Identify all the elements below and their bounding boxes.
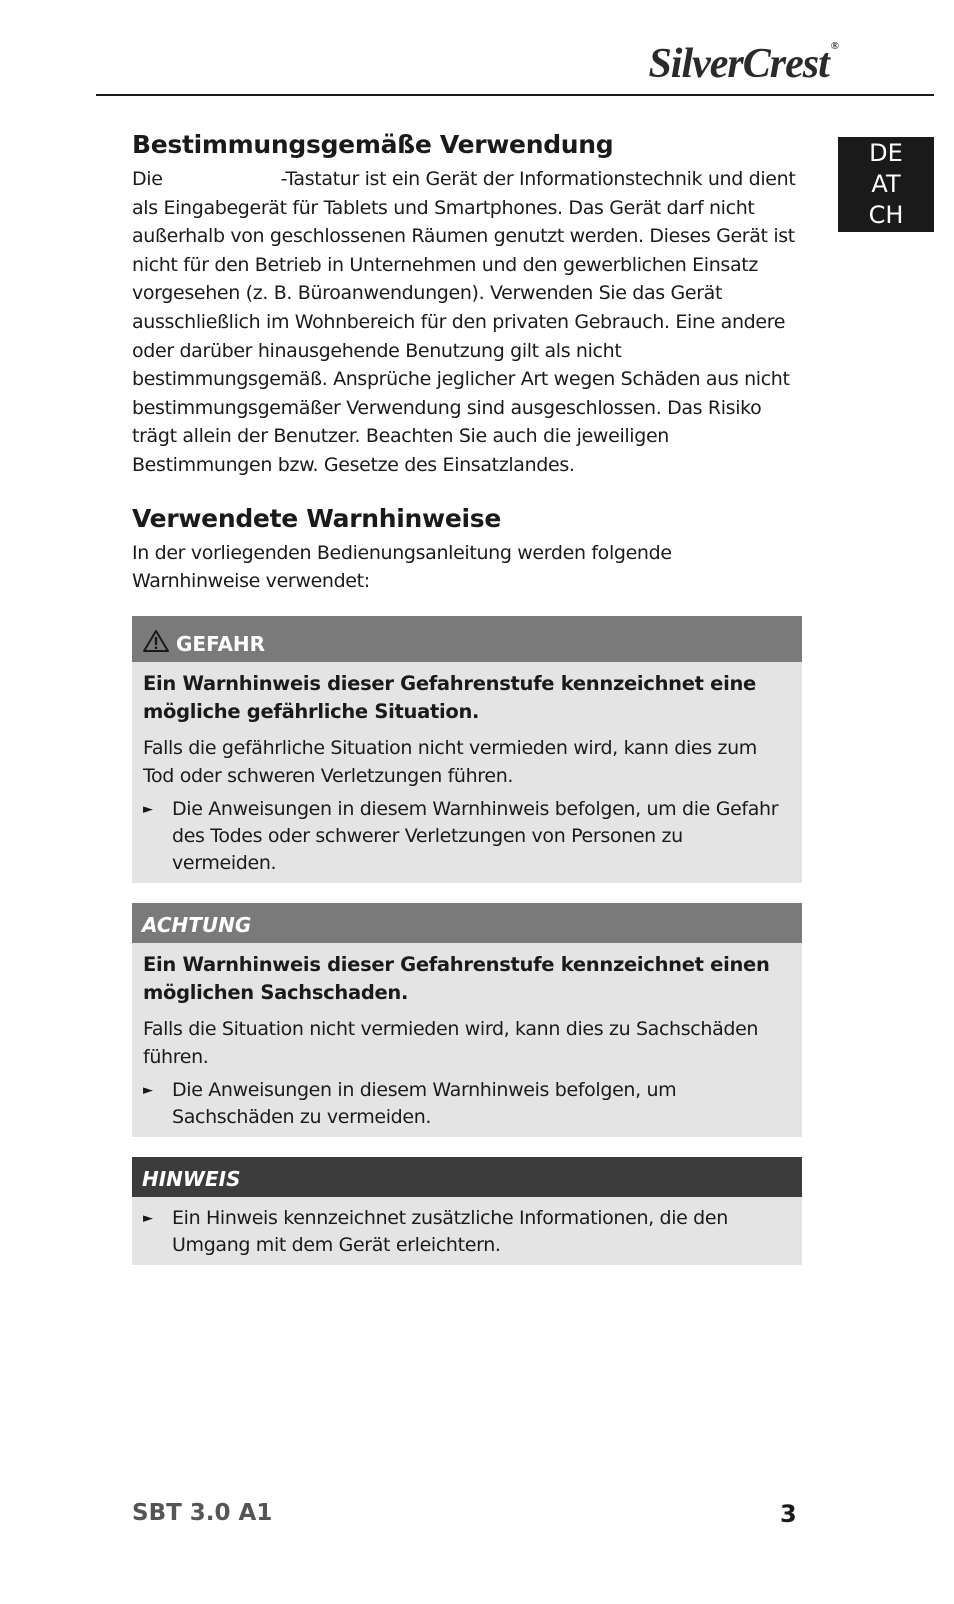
warnings-heading: Verwendete Warnhinweise — [132, 503, 501, 533]
footer-model: SBT 3.0 A1 — [132, 1500, 273, 1526]
caution-label: ACHTUNG — [142, 912, 252, 937]
intended-use-heading: Bestimmungsgemäße Verwendung — [132, 130, 614, 159]
lang-code-ch: CH — [868, 201, 904, 229]
main-content — [132, 128, 802, 1265]
page-number: 3 — [780, 1500, 797, 1528]
intended-use-paragraph — [132, 165, 802, 480]
bullet-arrow-icon: ► — [143, 1082, 153, 1098]
note-bullet — [143, 1205, 792, 1259]
danger-header — [132, 616, 802, 662]
lang-code-at: AT — [871, 170, 901, 198]
danger-text: Falls die gefährliche Situation nicht vermieden wird, kann dies zum Tod oder schweren Verletzungen führen. — [143, 736, 757, 787]
danger-bullet-text: Die Anweisungen in diesem Warnhinweis befolgen, um die Gefahr des Todes oder schwerer Verletzungen von Personen zu vermeiden. — [172, 797, 779, 874]
caution-bullet-text: Die Anweisungen in diesem Warnhinweis befolgen, um Sachschäden zu vermeiden. — [172, 1078, 677, 1128]
caution-bullet — [143, 1077, 792, 1131]
danger-bold-text: Ein Warnhinweis dieser Gefahrenstufe kennzeichnet eine mögliche gefährliche Situation. — [143, 671, 756, 723]
header-rule — [96, 94, 934, 96]
danger-label: GEFAHR — [176, 631, 266, 656]
brand-logo — [648, 40, 838, 88]
danger-box — [132, 616, 802, 883]
caution-box — [132, 903, 802, 1137]
lang-code-de: DE — [869, 139, 903, 167]
intended-use-text: -Tastatur ist ein Gerät der Informationstechnik und dient als Eingabegerät für Tablets und Smartphones. Das Gerät darf nicht außerhalb von geschlossenen Räumen genutzt werden. Dieses Gerät ist nicht für den Betrieb in Unternehmen und den gewerblichen Einsatz vorgesehen (z. B. Büroanwendungen). Verwenden Sie das Gerät ausschließlich im Wohnbereich für den privaten Gebrauch. Eine andere oder darüber hinausgehende Benutzung gilt als nicht bestimmungsgemäß. Ansprüche jeglicher Art wegen Schäden aus nicht bestimmungsgemäßer Verwendung sind ausgeschlossen. Das Risiko trägt allein der Benutzer. Beachten Sie auch die jeweiligen Bestimmungen bzw. Gesetze des Einsatzlandes. — [132, 168, 796, 476]
note-header — [132, 1157, 802, 1197]
danger-bullet — [143, 796, 792, 877]
brand-name: SilverCrest — [648, 41, 829, 87]
bullet-arrow-icon: ► — [143, 1210, 153, 1226]
caution-text: Falls die Situation nicht vermieden wird, kann dies zu Sachschäden führen. — [143, 1017, 759, 1068]
warnings-intro: In der vorliegenden Bedienungsanleitung werden folgende Warnhinweise verwendet: — [132, 541, 672, 593]
bullet-arrow-icon: ► — [143, 801, 153, 817]
note-label: HINWEIS — [142, 1166, 241, 1191]
language-tab — [838, 137, 934, 232]
caution-header — [132, 903, 802, 943]
note-box — [132, 1157, 802, 1265]
warning-triangle-icon — [142, 629, 170, 653]
registered-mark: ® — [830, 40, 838, 52]
note-bullet-text: Ein Hinweis kennzeichnet zusätzliche Informationen, die den Umgang mit dem Gerät erleichtern. — [172, 1206, 728, 1256]
intended-use-lead-word: Die — [132, 168, 163, 190]
caution-bold-text: Ein Warnhinweis dieser Gefahrenstufe kennzeichnet einen möglichen Sachschaden. — [143, 952, 770, 1004]
